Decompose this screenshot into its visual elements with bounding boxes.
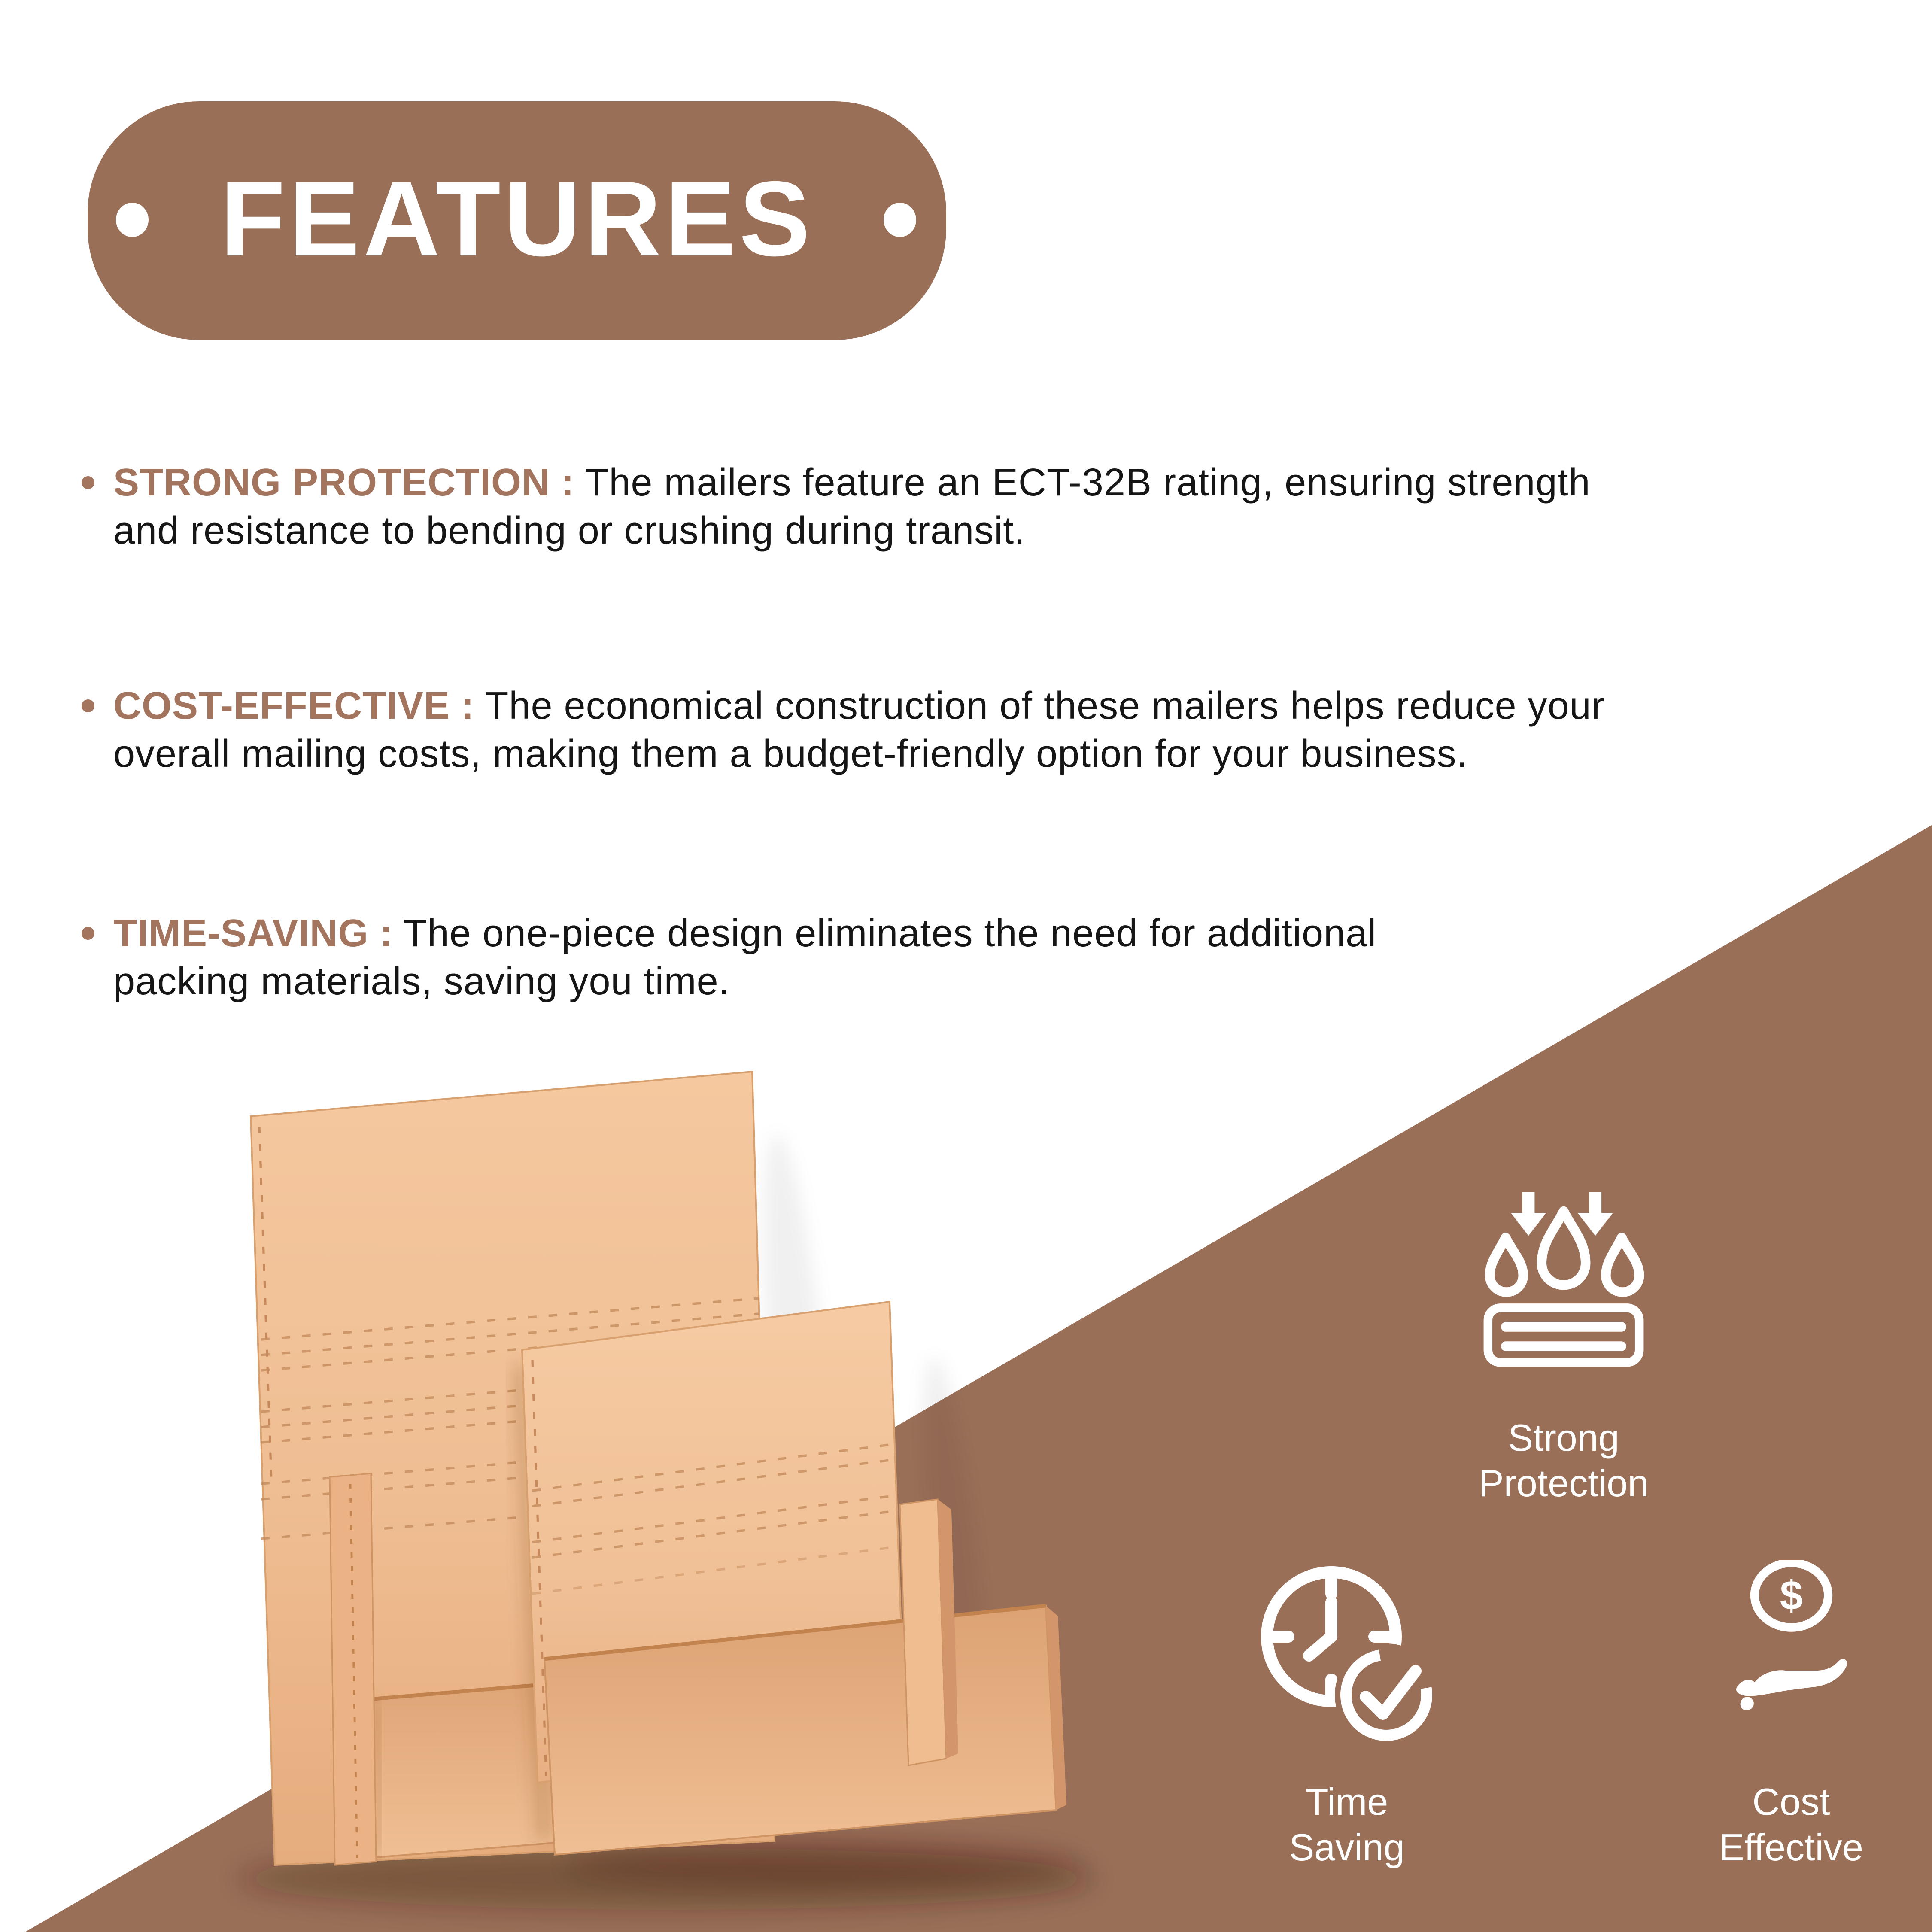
bullet-line-2: and resistance to bending or crushing during transit. [113,509,1026,552]
ground-shadow [567,1843,1082,1887]
bullet-dot [82,927,94,940]
bullet-dot [82,476,94,489]
bullet-body: The economical construction of these mailers helps reduce your [485,684,1605,727]
open-hand-icon [1736,1659,1847,1710]
mailer-small [520,1302,1066,1855]
page-title: FEATURES [220,159,814,278]
pill-left-dot [116,203,149,237]
bullet-body: The mailers feature an ECT-32B rating, ensuring strength [585,461,1591,504]
bullet-line-1 [113,909,1825,957]
bullet-line-1 [113,682,1825,730]
feature-bullet-time-saving [82,909,1825,1005]
time-saving-icon [1256,1558,1438,1747]
benefit-label-strong-protection: Strong Protection [1478,1416,1649,1504]
benefit-label-cost-effective: Cost Effective [1719,1780,1863,1868]
feature-bullet-cost-effective [82,682,1825,778]
bullet-dot [82,699,94,712]
dollar-glyph: $ [1780,1572,1803,1619]
strong-protection-icon [1476,1192,1652,1373]
bullet-body: The one-piece design eliminates the need for additional [403,912,1377,955]
features-header-pill [88,101,946,340]
cost-effective-icon [1730,1560,1853,1740]
bullet-line-2: packing materials, saving you time. [113,960,730,1003]
bullet-heading: STRONG PROTECTION : [113,461,574,504]
bullet-heading: TIME-SAVING : [113,912,393,955]
bullet-line-2: overall mailing costs, making them a budget-friendly option for your business. [113,732,1468,775]
pill-right-dot [884,203,916,237]
water-drops-icon [1490,1211,1639,1292]
bullet-line-1 [113,459,1825,507]
board-icon [1488,1308,1639,1362]
feature-bullet-strong-protection [82,459,1825,555]
benefit-label-time-saving: Time Saving [1289,1780,1405,1868]
product-image-easy-fold-mailers [206,1048,1168,1932]
bullet-heading: COST-EFFECTIVE : [113,684,475,727]
